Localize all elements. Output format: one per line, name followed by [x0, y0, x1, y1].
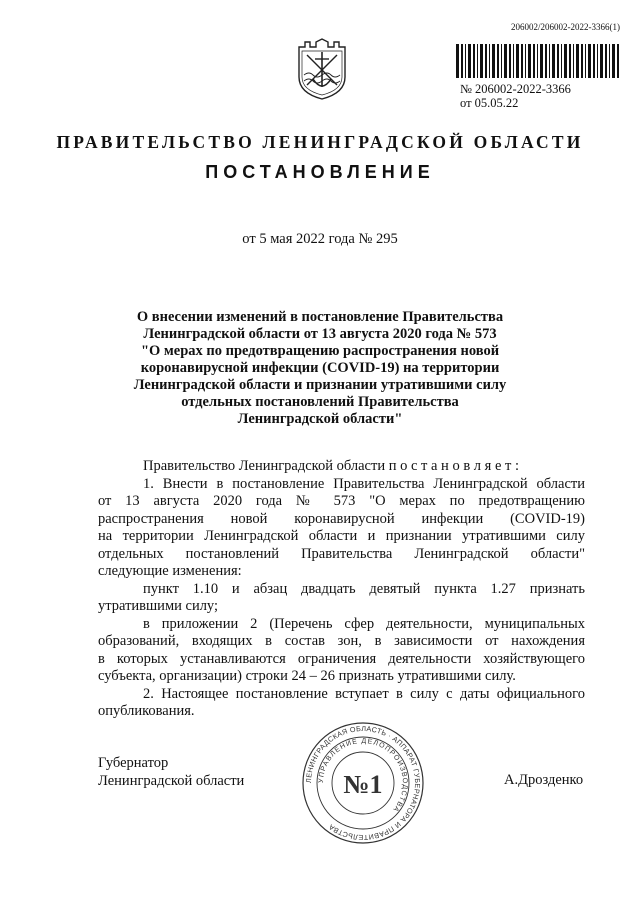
- barcode-bar: [477, 44, 478, 78]
- subitem2-line: образований, входящих в состав зон, в зависимости от нахождения: [98, 633, 585, 649]
- item1-line: 1. Внести в постановление Правительства Ленинградской области: [143, 475, 585, 492]
- barcode-bar: [540, 44, 543, 78]
- barcode-bar: [597, 44, 598, 78]
- document-type: ПОСТАНОВЛЕНИЕ: [205, 162, 435, 182]
- item2-line: 2. Настоящее постановление вступает в силу с даты официального: [143, 685, 585, 702]
- barcode-bar: [533, 44, 535, 78]
- subitem1-line: утратившими силу;: [98, 598, 219, 614]
- barcode-bar: [600, 44, 603, 78]
- barcode-bar: [456, 44, 459, 78]
- item1-line: от 13 августа 2020 года № 573 "О мерах по предотвращению: [98, 493, 585, 509]
- barcode-bar: [504, 44, 507, 78]
- barcode-bar: [461, 44, 463, 78]
- stamp-number: №1: [343, 770, 383, 799]
- heading-line: Ленинградской области от 13 августа 2020 года № 573: [143, 326, 497, 342]
- heading-line: коронавирусной инфекции (COVID-19) на территории: [140, 360, 500, 376]
- item2-line: опубликования.: [98, 703, 195, 719]
- subitem1-line: пункт 1.10 и абзац двадцать девятый пункта 1.27 признать: [143, 580, 585, 597]
- barcode-bar: [573, 44, 574, 78]
- barcode-bar: [585, 44, 586, 78]
- barcode-bar: [528, 44, 531, 78]
- barcode-bar: [564, 44, 567, 78]
- barcode-bar: [480, 44, 483, 78]
- barcode-bar: [549, 44, 550, 78]
- document-heading: [120, 309, 520, 428]
- barcode-bar: [525, 44, 526, 78]
- heading-line: Ленинградской области": [237, 411, 403, 427]
- barcode-bar: [561, 44, 562, 78]
- barcode-bar: [557, 44, 559, 78]
- barcode-bar: [465, 44, 466, 78]
- barcode-bar: [605, 44, 607, 78]
- barcode-bar: [501, 44, 502, 78]
- subitem2-line: в которых устанавливаются ограничения деятельности хозяйствующего: [98, 650, 585, 667]
- government-title: ПРАВИТЕЛЬСТВО ЛЕНИНГРАДСКОЙ ОБЛАСТИ: [56, 132, 584, 152]
- barcode-bar: [492, 44, 495, 78]
- document-id: 206002/206002-2022-3366(1): [511, 22, 620, 32]
- position-line: Ленинградской области: [98, 773, 245, 789]
- heading-line: Ленинградской области и признании утратившими силу: [133, 377, 507, 393]
- position-line: Губернатор: [98, 755, 169, 771]
- item1-line: следующие изменения:: [98, 563, 242, 579]
- subitem2-line: субъекта, организации) строки 24 – 26 признать утратившими силу.: [98, 668, 516, 684]
- barcode-bar: [576, 44, 579, 78]
- subitem2-line: в приложении 2 (Перечень сфер деятельности, муниципальных: [143, 615, 585, 632]
- item1-line: распространения новой коронавирусной инфекции (COVID-19): [98, 510, 585, 527]
- barcode-bar: [588, 44, 591, 78]
- barcode-bar: [593, 44, 595, 78]
- barcode-bar: [513, 44, 514, 78]
- barcode-bar: [569, 44, 571, 78]
- document-body: [98, 458, 585, 721]
- preamble: Правительство Ленинградской области п о с т а н о в л я е т :: [143, 458, 519, 474]
- barcode-bar: [473, 44, 475, 78]
- registration-number: № 206002-2022-3366: [460, 82, 571, 96]
- stamp-outer-text: ЛЕНИНГРАДСКАЯ ОБЛАСТЬ · АППАРАТ ГУБЕРНАТОРА И ПРАВИТЕЛЬСТВА: [303, 723, 423, 843]
- barcode-bar: [516, 44, 519, 78]
- barcode-bar: [521, 44, 523, 78]
- barcode-bar: [497, 44, 499, 78]
- registration-date: от 05.05.22: [460, 96, 519, 110]
- item1-line: отдельных постановлений Правительства Ленинградской области": [98, 545, 585, 562]
- barcode-bar: [545, 44, 547, 78]
- item1-line: на территории Ленинградской области и признании утратившими силу: [98, 528, 585, 544]
- barcode-bar: [509, 44, 511, 78]
- barcode-bar: [489, 44, 490, 78]
- heading-line: отдельных постановлений Правительства: [181, 394, 459, 410]
- barcode-bar: [552, 44, 555, 78]
- barcode-bar: [485, 44, 487, 78]
- signatory-position: [98, 754, 244, 790]
- heading-line: "О мерах по предотвращению распространения новой: [140, 343, 500, 359]
- barcode-bar: [537, 44, 538, 78]
- stamp-inner-text: УПРАВЛЕНИЕ ДЕЛОПРОИЗВОДСТВА: [317, 737, 409, 814]
- barcode-bar: [581, 44, 583, 78]
- barcode-bar: [468, 44, 471, 78]
- document-date-number: от 5 мая 2022 года № 295: [242, 231, 398, 247]
- heading-line: О внесении изменений в постановление Правительства: [136, 309, 504, 325]
- signatory-name: А.Дрозденко: [504, 772, 584, 788]
- barcode-bar: [617, 44, 619, 78]
- registration-info: [460, 82, 571, 110]
- barcode-bar: [609, 44, 610, 78]
- official-stamp: [300, 720, 426, 846]
- barcode-bar: [612, 44, 615, 78]
- coat-of-arms-emblem: [295, 35, 349, 101]
